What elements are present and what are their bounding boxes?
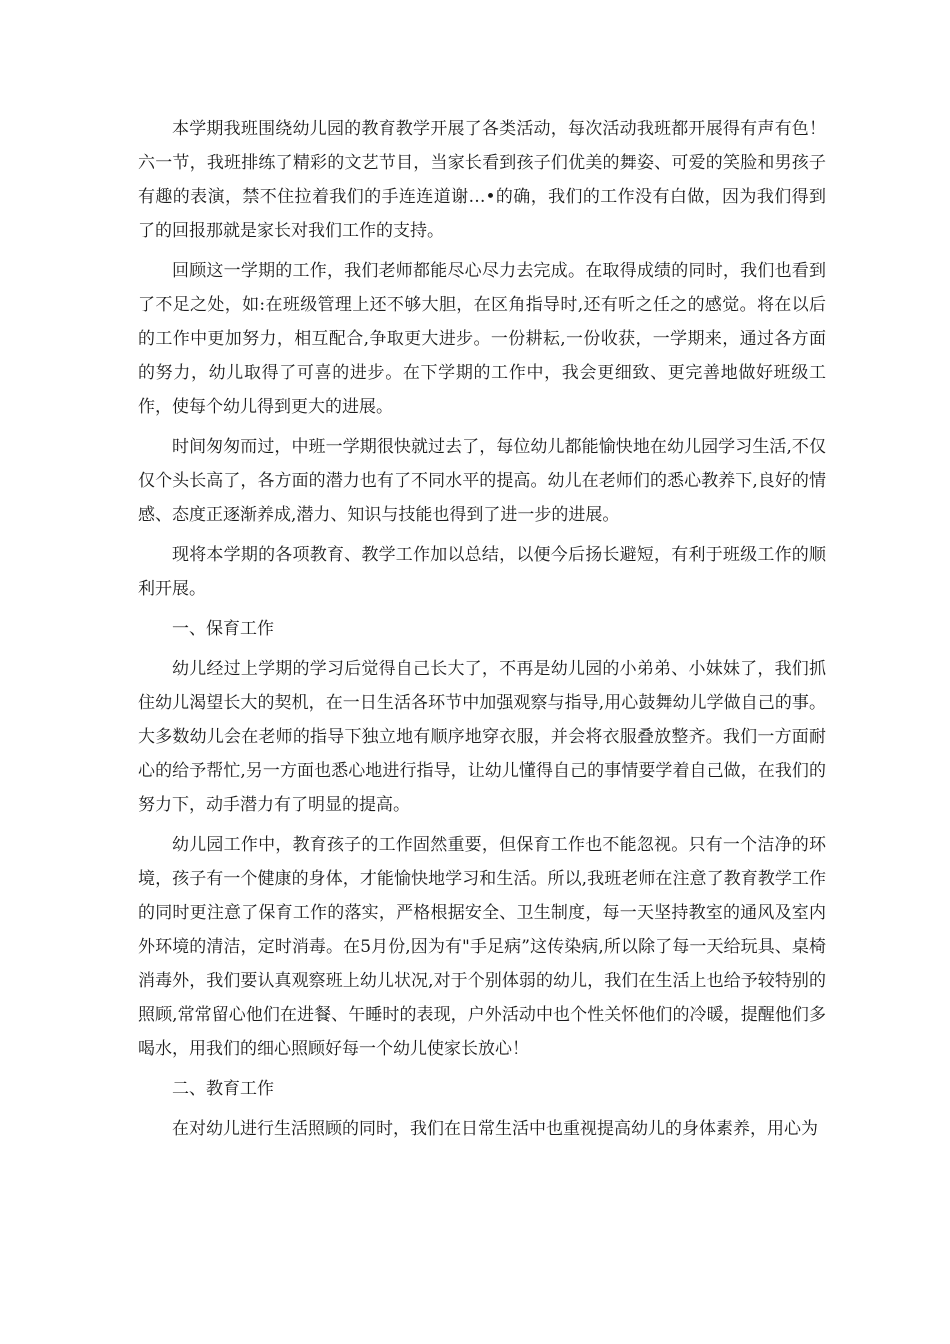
paragraph-education-start: 在对幼儿进行生活照顾的同时，我们在日常生活中也重视提高幼儿的身体素养，用心为	[172, 1119, 818, 1139]
document-body	[138, 112, 826, 1152]
section-heading-care: 一、保育工作	[172, 619, 274, 639]
paragraph-review: 回顾这一学期的工作，我们老师都能尽心尽力去完成。在取得成绩的同时，我们也看到了不足之处，如:在班级管理上还不够大胆，在区角指导时,还有听之任之的感觉。将在以后的工作中更加努力，相互配合,争取更大进步。一份耕耘,一份收获，一学期来，通过各方面的努力，幼儿取得了可喜的进步。在下学期的工作中，我会更细致、更完善地做好班级工作，使每个幼儿得到更大的进展。	[138, 261, 826, 417]
section-heading-education: 二、教育工作	[172, 1079, 274, 1099]
paragraph-hygiene: 幼儿园工作中，教育孩子的工作固然重要，但保育工作也不能忽视。只有一个洁净的环境，孩子有一个健康的身体，才能愉快地学习和生活。所以,我班老师在注意了教育教学工作的同时更注意了保育工作的落实，严格根据安全、卫生制度，每一天坚持教室的通风及室内外环境的清洁，定时消毒。在5月份,因为有"手足病”这传染病,所以除了每一天给玩具、桌椅消毒外，我们要认真观察班上幼儿状况,对于个别体弱的幼儿，我们在生活上也给予较特别的照顾,常常留心他们在进餐、午睡时的表现，户外活动中也个性关怀他们的冷暖，提醒他们多喝水，用我们的细心照顾好每一个幼儿使家长放心！	[138, 835, 826, 1059]
paragraph-activities: 本学期我班围绕幼儿园的教育教学开展了各类活动，每次活动我班都开展得有声有色！六一节，我班排练了精彩的文艺节目，当家长看到孩子们优美的舞姿、可爱的笑脸和男孩子有趣的表演，禁不住拉着我们的手连连道谢…•的确，我们的工作没有白做，因为我们得到了的回报那就是家长对我们工作的支持。	[138, 119, 826, 241]
paragraph-semester: 时间匆匆而过，中班一学期很快就过去了，每位幼儿都能愉快地在幼儿园学习生活,不仅仅个头长高了，各方面的潜力也有了不同水平的提高。幼儿在老师们的悉心教养下,良好的情感、态度正逐渐养成,潜力、知识与技能也得到了进一步的进展。	[138, 437, 826, 525]
paragraph-summary-intro: 现将本学期的各项教育、教学工作加以总结，以便今后扬长避短，有利于班级工作的顺利开展。	[138, 545, 826, 599]
paragraph-self-care: 幼儿经过上学期的学习后觉得自己长大了，不再是幼儿园的小弟弟、小妹妹了，我们抓住幼儿渴望长大的契机，在一日生活各环节中加强观察与指导,用心鼓舞幼儿学做自己的事。大多数幼儿会在老师的指导下独立地有顺序地穿衣服，并会将衣服叠放整齐。我们一方面耐心的给予帮忙,另一方面也悉心地进行指导，让幼儿懂得自己的事情要学着自己做，在我们的努力下，动手潜力有了明显的提高。	[138, 659, 826, 815]
